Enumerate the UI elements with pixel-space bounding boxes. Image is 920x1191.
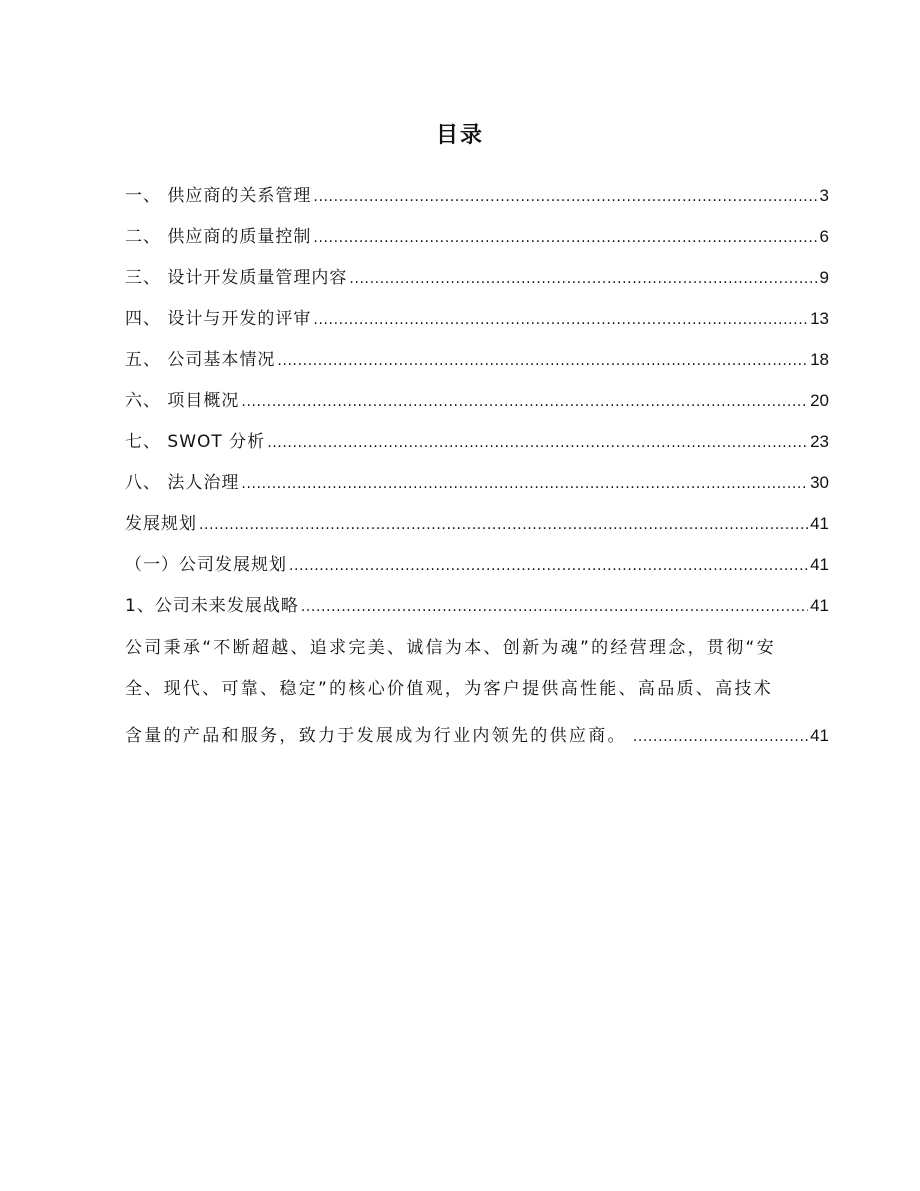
- toc-entry[interactable]: [125, 334, 829, 375]
- toc-page-number: 3: [819, 186, 829, 205]
- toc-entry[interactable]: [125, 252, 829, 293]
- toc-page-number: 9: [819, 268, 829, 287]
- toc-page-number: 41: [810, 514, 829, 533]
- toc-entry[interactable]: [125, 539, 829, 580]
- toc-paragraph-entry[interactable]: [125, 628, 829, 751]
- toc-dot-leader: [289, 552, 808, 580]
- toc-entry[interactable]: [125, 170, 829, 211]
- toc-paragraph-text: [125, 628, 829, 710]
- toc-dot-leader: [627, 723, 808, 751]
- toc-entry-label: 三、 设计开发质量管理内容: [125, 268, 348, 288]
- toc-entry[interactable]: [125, 457, 829, 498]
- toc-entry[interactable]: [125, 293, 829, 334]
- toc-list: [125, 170, 829, 751]
- toc-entry-label: 四、 设计与开发的评审: [125, 309, 312, 329]
- toc-page-number: 41: [810, 596, 829, 615]
- toc-page-number: 6: [819, 227, 829, 246]
- toc-page-number: 23: [810, 432, 829, 451]
- toc-page-number: 18: [810, 350, 829, 369]
- toc-paragraph-line: 含量的产品和服务，致力于发展成为行业内领先的供应商。: [125, 726, 627, 746]
- toc-entry-label: 发展规划: [125, 514, 197, 534]
- toc-page-number: 41: [810, 555, 829, 574]
- toc-page-number: 30: [810, 473, 829, 492]
- toc-entry-label: 1、公司未来发展战略: [125, 596, 299, 616]
- toc-page-number: 20: [810, 391, 829, 410]
- toc-entry[interactable]: [125, 498, 829, 539]
- toc-entry-label: （一）公司发展规划: [125, 555, 287, 575]
- toc-dot-leader: [301, 593, 808, 621]
- toc-dot-leader: [313, 306, 808, 334]
- toc-paragraph-line: 全、现代、可靠、稳定”的核心价值观，为客户提供高性能、高品质、高技术: [125, 679, 774, 699]
- toc-entry-label: 五、 公司基本情况: [125, 350, 276, 370]
- toc-entry[interactable]: [125, 416, 829, 457]
- toc-dot-leader: [277, 347, 808, 375]
- toc-entry-label: 二、 供应商的质量控制: [125, 227, 312, 247]
- toc-entry-label: 一、 供应商的关系管理: [125, 186, 312, 206]
- toc-dot-leader: [349, 265, 817, 293]
- toc-dot-leader: [313, 224, 817, 252]
- toc-dot-leader: [199, 511, 808, 539]
- toc-entry[interactable]: [125, 211, 829, 252]
- toc-paragraph-last-line: [125, 710, 829, 751]
- toc-title: 目录: [435, 123, 484, 148]
- toc-page-number: 41: [810, 726, 829, 745]
- toc-dot-leader: [313, 183, 817, 211]
- toc-entry[interactable]: [125, 580, 829, 621]
- toc-entry-label: 六、 项目概况: [125, 391, 240, 411]
- toc-dot-leader: [241, 388, 808, 416]
- toc-dot-leader: [267, 429, 808, 457]
- toc-paragraph-line: 公司秉承“不断超越、追求完美、诚信为本、创新为魂”的经营理念，贯彻“安: [125, 638, 776, 658]
- toc-dot-leader: [241, 470, 808, 498]
- toc-entry-label: 七、 SWOT 分析: [125, 432, 266, 452]
- toc-page-number: 13: [810, 309, 829, 328]
- toc-entry[interactable]: [125, 375, 829, 416]
- toc-entry-label: 八、 法人治理: [125, 473, 240, 493]
